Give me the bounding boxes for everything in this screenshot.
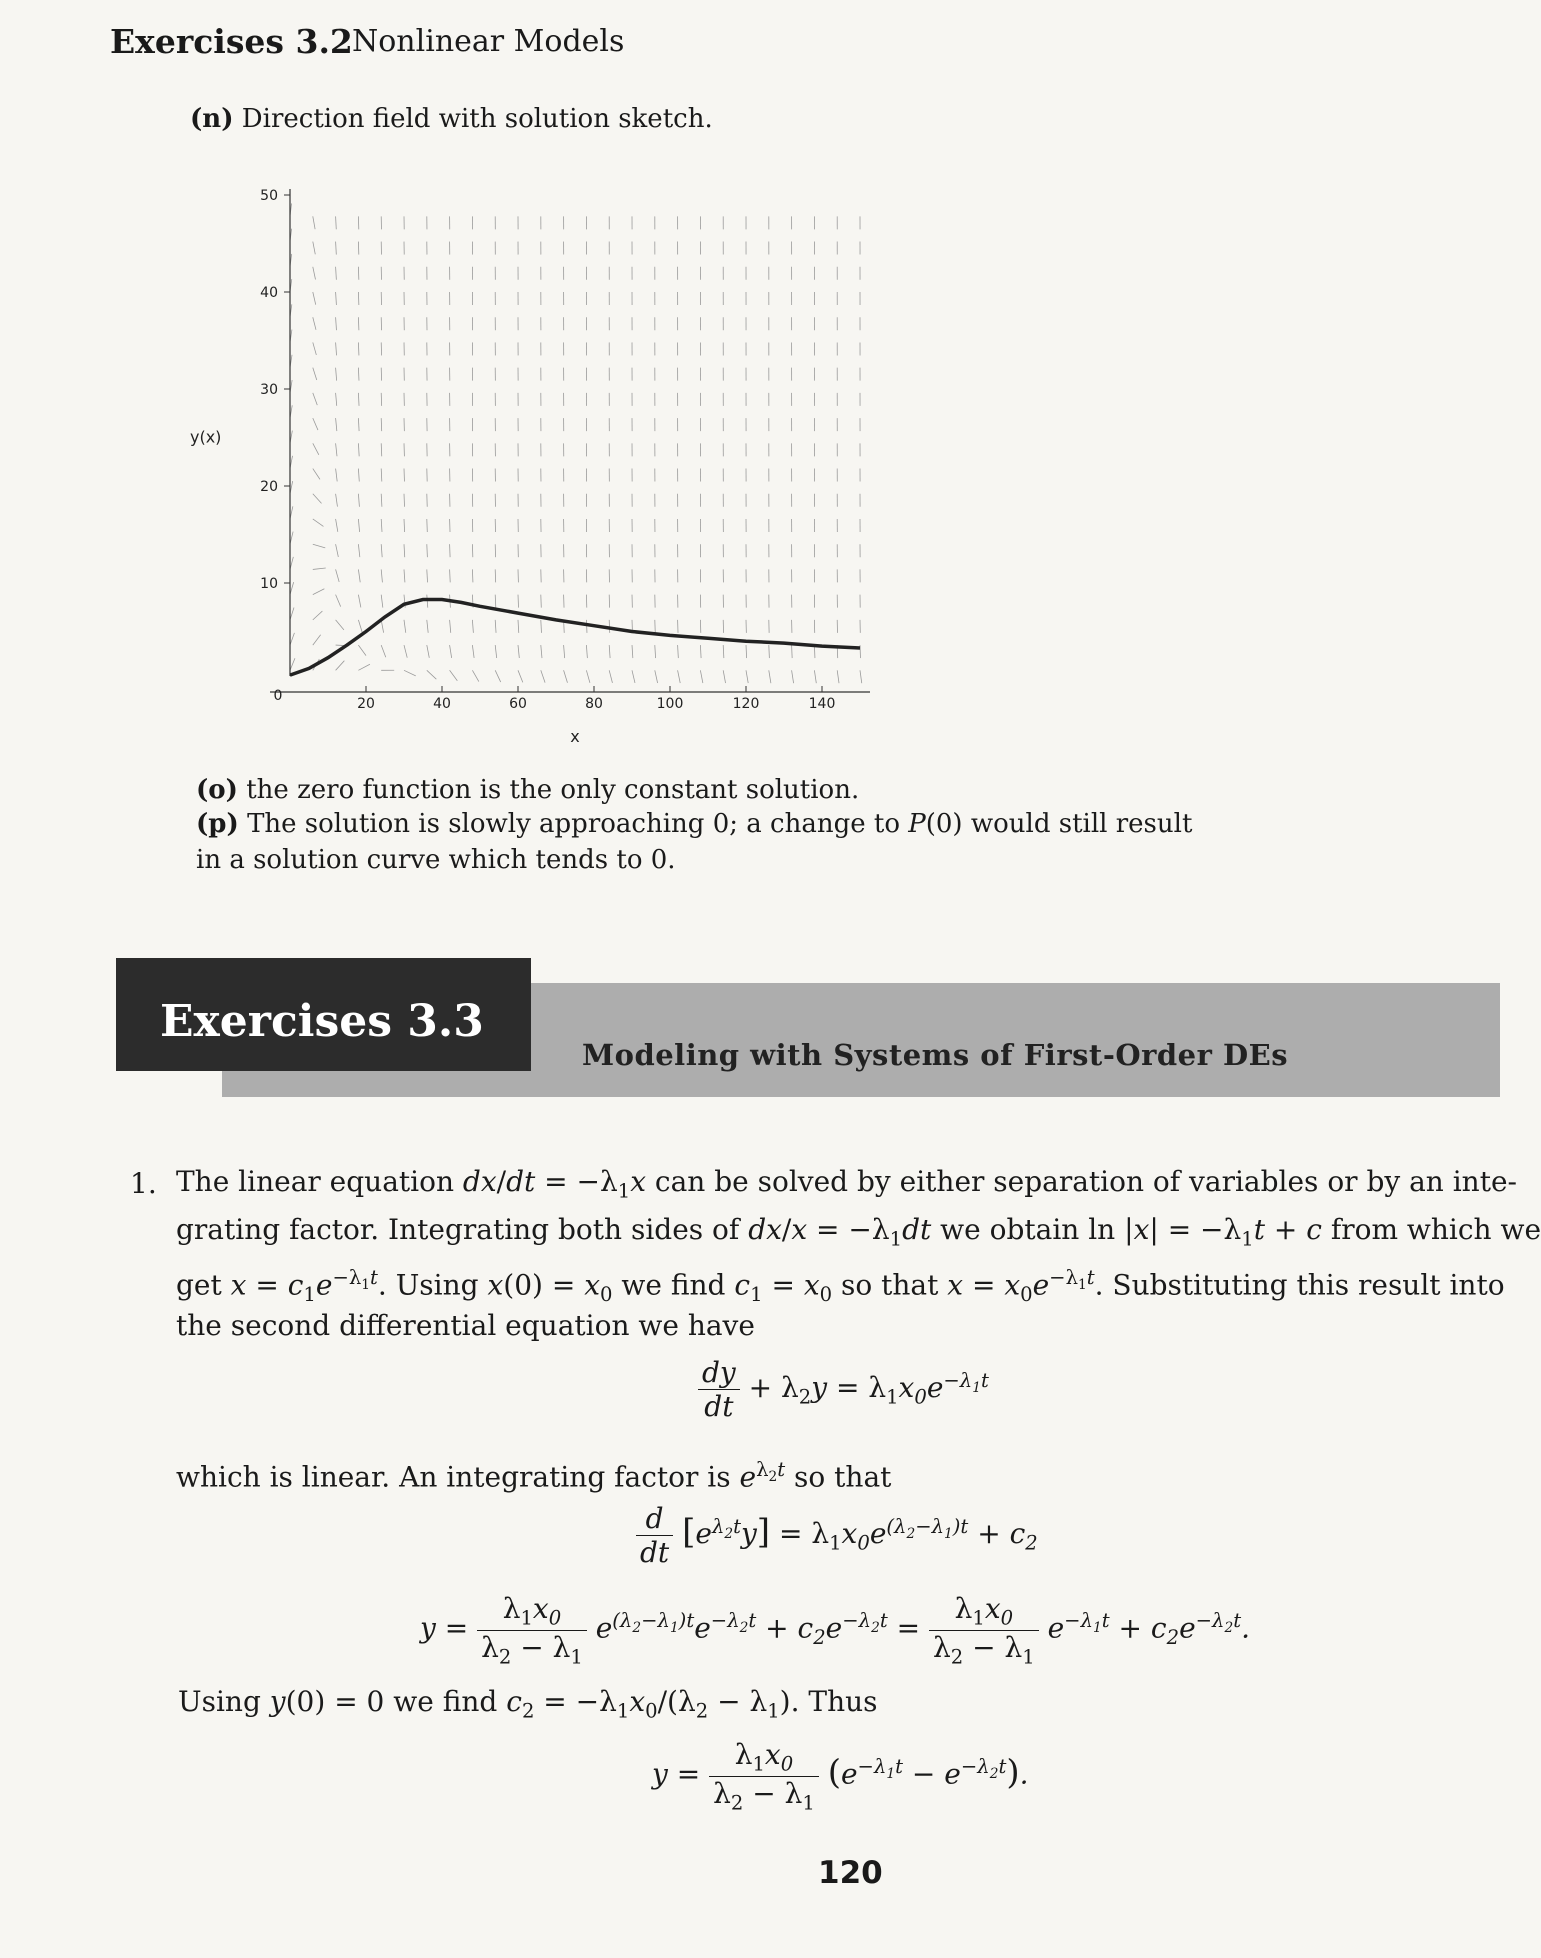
field-arrow <box>313 368 317 380</box>
field-arrow <box>313 494 322 504</box>
field-arrow <box>837 670 839 683</box>
y-tick-label: 40 <box>260 285 278 301</box>
field-arrow <box>632 645 633 658</box>
field-arrow <box>313 267 316 280</box>
field-arrow <box>381 569 382 582</box>
field-arrow <box>358 620 362 632</box>
field-arrow <box>678 645 679 658</box>
field-arrow <box>381 645 386 657</box>
field-arrow <box>769 670 771 683</box>
field-arrow <box>290 658 295 670</box>
field-arrow <box>792 645 793 658</box>
field-arrow <box>404 569 405 582</box>
x-tick-label: 60 <box>509 696 527 712</box>
field-arrow <box>700 670 702 683</box>
field-arrow <box>381 494 382 507</box>
field-arrow <box>358 393 359 406</box>
problem1-line3: get $x = c_1e^{-\lambda_1t}$. Using $x(0) = x_0$ we find $c_1 = x_0$ so that $x = x_0e^{-\lambda_1t}$. Substituting this result into <box>176 1266 1505 1306</box>
p1-l3b: . Using <box>377 1268 479 1302</box>
part-p-label: (p) <box>196 809 239 839</box>
field-arrow <box>336 569 340 582</box>
field-arrow <box>336 544 339 557</box>
part-o-text: the zero function is the only constant solution. <box>246 775 860 805</box>
field-arrow <box>336 292 337 305</box>
equation-y-solution: y = $\frac{\lambda_1x_0}{\lambda_2 - \lambda_1}$ $e^{(\lambda_2-\lambda_1)t}e^{-\lambda_2t} + c_2e^{-\lambda_2t}$ = $\frac{\lambda_1x_0}{\lambda_2 - \lambda_1}$ $e^{-\lambda_1t} + c_2e^{-\lambda_2t}$. <box>420 1592 1250 1669</box>
field-arrow <box>358 664 370 670</box>
field-arrow <box>358 418 359 431</box>
p1-l6b: we find <box>393 1685 498 1718</box>
part-n-label: (n) <box>190 104 234 134</box>
field-arrow <box>336 418 337 431</box>
field-arrow <box>313 635 321 645</box>
part-p-var: P <box>908 809 926 839</box>
p1-l3a: get <box>176 1268 222 1302</box>
problem1-line5: which is linear. An integrating factor is $e^{\lambda_2t}$ so that <box>176 1458 892 1494</box>
x-tick-label: 80 <box>585 696 603 712</box>
part-n-text: Direction field with solution sketch. <box>241 104 713 134</box>
direction-field-chart <box>180 170 900 760</box>
field-arrow <box>358 645 366 656</box>
field-arrow <box>336 342 337 355</box>
p1-l5b: so that <box>794 1460 892 1494</box>
x-tick-label: 20 <box>357 696 375 712</box>
field-arrow <box>472 645 474 658</box>
field-arrow <box>313 568 326 569</box>
field-arrow <box>518 670 523 682</box>
field-arrow <box>358 595 360 608</box>
field-arrow <box>313 242 315 255</box>
field-arrow <box>336 595 341 607</box>
field-arrow <box>358 443 359 456</box>
p1-l5a: which is linear. An integrating factor is <box>176 1460 731 1494</box>
field-arrow <box>586 645 587 658</box>
field-arrow <box>313 519 324 526</box>
p1-l6a: Using <box>178 1685 261 1718</box>
field-arrow <box>700 645 701 658</box>
field-arrow <box>450 670 458 680</box>
field-arrow <box>358 342 359 355</box>
field-arrow <box>404 645 407 658</box>
field-arrow <box>290 633 294 645</box>
field-arrow <box>814 670 816 683</box>
field-arrow <box>381 620 383 633</box>
field-arrow <box>381 544 382 557</box>
problem1-line6: Using y(0) = 0 we find $c_2 = -\lambda_1x_0/(\lambda_2 - \lambda_1)$. Thus <box>178 1685 878 1723</box>
field-arrow <box>472 620 473 633</box>
x-tick-label: 140 <box>808 696 836 712</box>
field-arrow <box>336 443 337 456</box>
field-arrow <box>427 569 428 582</box>
p1-l2b: we obtain <box>940 1213 1080 1246</box>
p1-l2a: grating factor. Integrating both sides of <box>176 1213 740 1246</box>
page-number: 120 <box>818 1855 883 1891</box>
field-arrow <box>336 494 338 507</box>
field-arrow <box>336 368 337 381</box>
field-arrow <box>495 645 496 658</box>
field-arrow <box>336 469 338 482</box>
problem1-line2: grating factor. Integrating both sides of $dx/x = -\lambda_1dt$ we obtain $\ln |x| = -\lambda_1t + c$ from which we <box>176 1213 1541 1251</box>
y-tick-label: 50 <box>260 188 278 204</box>
field-arrow <box>358 569 360 582</box>
field-arrow <box>313 469 320 480</box>
direction-field-arrows <box>290 203 862 683</box>
problem1-line1: The linear equation $dx/dt = -\lambda_1x$ can be solved by either separation of variables or by an inte- <box>176 1165 1517 1203</box>
field-arrow <box>450 569 451 582</box>
equation-integrating: $\frac{d}{dt}$ $[e^{\lambda_2t}y] = \lambda_1x_0e^{(\lambda_2-\lambda_1)t} + c_2$ <box>636 1502 1038 1569</box>
field-arrow <box>495 620 496 633</box>
banner-subtitle: Modeling with Systems of First-Order DEs <box>582 1038 1289 1072</box>
p1-l1b: can be solved by either separation of variables or by an inte- <box>654 1165 1517 1198</box>
field-arrow <box>336 393 337 406</box>
field-arrow <box>381 443 382 456</box>
field-arrow <box>450 620 451 633</box>
y-axis-label: y(x) <box>190 427 222 447</box>
part-p-line1: The solution is slowly approaching 0; a change to <box>247 809 900 839</box>
part-p <box>196 806 1192 842</box>
field-arrow <box>427 645 429 658</box>
x-axis-label: x <box>570 727 580 746</box>
field-arrow <box>450 645 452 658</box>
p1-l1a: The linear equation <box>176 1165 454 1198</box>
p1-l2c: from which we <box>1330 1213 1541 1246</box>
field-arrow <box>313 216 315 229</box>
part-o <box>196 772 859 808</box>
field-arrow <box>313 342 317 355</box>
field-arrow <box>313 544 325 548</box>
field-arrow <box>769 645 770 658</box>
part-o-label: (o) <box>196 775 238 805</box>
field-arrow <box>358 368 359 381</box>
field-arrow <box>358 469 359 482</box>
field-arrow <box>336 519 338 532</box>
equation-final: y = $\frac{\lambda_1x_0}{\lambda_2 - \lambda_1}$ $(e^{-\lambda_1t} - e^{-\lambda_2t})$. <box>652 1738 1029 1815</box>
field-arrow <box>313 292 316 305</box>
section-subtitle: Nonlinear Models <box>352 24 625 59</box>
chart-ticks <box>260 188 835 712</box>
p1-l3e: . Substituting this result into <box>1094 1268 1505 1302</box>
field-arrow <box>313 317 316 330</box>
field-arrow <box>381 519 382 532</box>
field-arrow <box>655 645 656 658</box>
field-arrow <box>290 607 294 619</box>
x-tick-label: 100 <box>656 696 684 712</box>
origin-label: 0 <box>273 688 283 704</box>
field-arrow <box>336 661 345 671</box>
field-arrow <box>336 317 337 330</box>
field-arrow <box>495 670 500 682</box>
banner-title: Exercises 3.3 <box>116 958 531 1071</box>
field-arrow <box>472 670 478 681</box>
field-arrow <box>655 670 658 683</box>
field-arrow <box>495 595 496 608</box>
y-tick-label: 10 <box>260 576 278 592</box>
field-arrow <box>404 519 405 532</box>
field-arrow <box>404 494 405 507</box>
field-arrow <box>313 589 325 595</box>
p1-l3d: so that <box>840 1268 939 1302</box>
chart-axes <box>270 189 870 692</box>
field-arrow <box>518 620 519 633</box>
x-tick-label: 120 <box>732 696 760 712</box>
p1-l3c: we find <box>621 1268 726 1302</box>
problem1-line4: the second differential equation we have <box>176 1309 755 1342</box>
problem-number: 1. <box>130 1167 157 1200</box>
solution-curve <box>290 600 860 676</box>
field-arrow <box>381 595 383 608</box>
field-arrow <box>358 544 359 557</box>
field-arrow <box>723 670 725 683</box>
field-arrow <box>336 620 344 630</box>
p1-l6c: . Thus <box>790 1685 878 1718</box>
field-arrow <box>427 544 428 557</box>
part-n <box>190 104 713 134</box>
field-arrow <box>541 620 542 633</box>
field-arrow <box>427 670 437 679</box>
field-arrow <box>586 670 590 683</box>
field-arrow <box>404 544 405 557</box>
field-arrow <box>541 670 545 682</box>
section-title: Exercises 3.2 <box>110 22 353 61</box>
field-arrow <box>564 670 568 682</box>
part-p-line2: in a solution curve which tends to 0. <box>196 845 676 875</box>
field-arrow <box>609 670 612 683</box>
field-arrow <box>746 670 748 683</box>
field-arrow <box>792 670 794 683</box>
field-arrow <box>564 645 565 658</box>
field-arrow <box>632 670 635 683</box>
field-arrow <box>404 670 416 676</box>
equation-ode: $\frac{dy}{dt}$ + $\lambda_2y = \lambda_1x_0e^{-\lambda_1t}$ <box>698 1356 989 1423</box>
field-arrow <box>313 443 319 455</box>
y-tick-label: 30 <box>260 382 278 398</box>
field-arrow <box>358 519 359 532</box>
field-arrow <box>313 393 317 405</box>
field-arrow <box>472 569 473 582</box>
field-arrow <box>427 620 428 633</box>
field-arrow <box>381 469 382 482</box>
field-arrow <box>746 645 747 658</box>
field-arrow <box>336 216 337 229</box>
field-arrow <box>860 670 862 683</box>
field-arrow <box>313 611 323 620</box>
field-arrow <box>609 645 610 658</box>
field-arrow <box>518 645 519 658</box>
field-arrow <box>313 418 318 430</box>
field-arrow <box>678 670 681 683</box>
field-arrow <box>336 242 337 255</box>
part-p-line1-end: (0) would still result <box>925 809 1193 839</box>
field-arrow <box>518 595 519 608</box>
y-tick-label: 20 <box>260 479 278 495</box>
field-arrow <box>541 645 542 658</box>
field-arrow <box>404 620 406 633</box>
field-arrow <box>358 494 359 507</box>
field-arrow <box>723 645 724 658</box>
field-arrow <box>336 267 337 280</box>
x-tick-label: 40 <box>433 696 451 712</box>
